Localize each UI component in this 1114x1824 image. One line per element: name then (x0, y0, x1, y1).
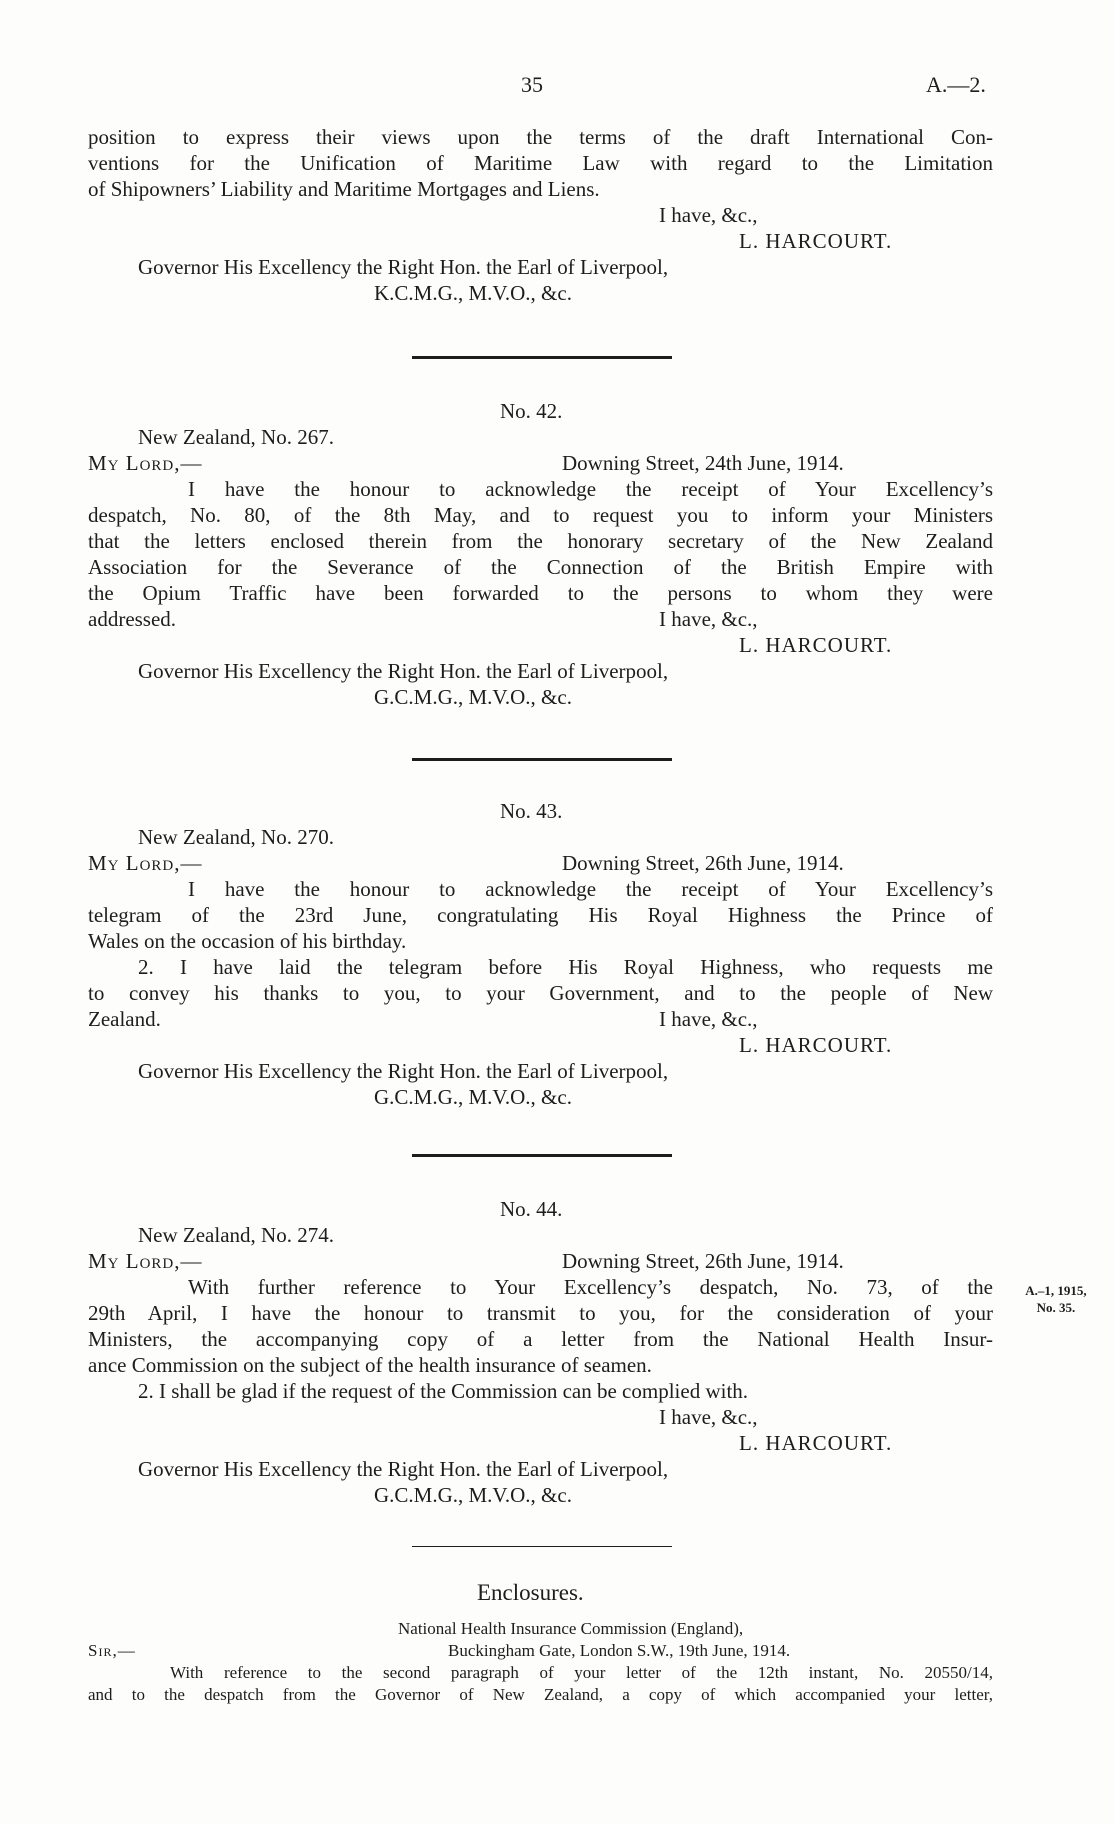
letter-44-signature: L. HARCOURT. (739, 1431, 893, 1455)
intro-address-2: K.C.M.G., M.V.O., &c. (374, 281, 572, 305)
letter-42-salutation: My Lord,— (88, 451, 203, 475)
letter-43-line-2: telegram of the 23rd June, congratulating His Royal Highness the Prince of (88, 903, 993, 927)
page-number: 35 (521, 72, 543, 97)
letter-43-line-5: to convey his thanks to you, to your Government, and to the people of New (88, 981, 993, 1005)
enclosure-line-2: and to the despatch from the Governor of New Zealand, a copy of which accompanied your letter, (88, 1685, 993, 1704)
letter-42-signature: L. HARCOURT. (739, 633, 893, 657)
letter-44-line-5: 2. I shall be glad if the request of the Commission can be complied with. (138, 1379, 749, 1403)
letter-44-place-date: Downing Street, 26th June, 1914. (562, 1249, 844, 1273)
letter-42-line-5: the Opium Traffic have been forwarded to the persons to whom they were (88, 581, 993, 605)
section-divider (412, 758, 672, 761)
letter-44-line-1: With further reference to Your Excellency’s despatch, No. 73, of the (188, 1275, 993, 1299)
section-divider (412, 1154, 672, 1157)
letter-43-address-1: Governor His Excellency the Right Hon. the Earl of Liverpool, (138, 1059, 669, 1083)
intro-line-1: position to express their views upon the terms of the draft International Con- (88, 125, 993, 149)
enclosure-sender: National Health Insurance Commission (England), (398, 1619, 744, 1638)
letter-43-closing: I have, &c., (659, 1007, 758, 1031)
letter-42-address-1: Governor His Excellency the Right Hon. the Earl of Liverpool, (138, 659, 669, 683)
letter-42-line-1: I have the honour to acknowledge the receipt of Your Excellency’s (188, 477, 993, 501)
letter-43-number: No. 43. (500, 799, 563, 823)
letter-42-address-2: G.C.M.G., M.V.O., &c. (374, 685, 572, 709)
enclosure-salutation: Sir,— (88, 1641, 136, 1660)
enclosure-line-1: With reference to the second paragraph of your letter of the 12th instant, No. 20550/14, (170, 1663, 993, 1682)
letter-42-number: No. 42. (500, 399, 563, 423)
letter-42-reference: New Zealand, No. 267. (138, 425, 334, 449)
letter-44-address-2: G.C.M.G., M.V.O., &c. (374, 1483, 572, 1507)
letter-44-line-3: Ministers, the accompanying copy of a letter from the National Health Insur- (88, 1327, 993, 1351)
letter-43-line-3: Wales on the occasion of his birthday. (88, 929, 407, 953)
letter-42-line-6: addressed. (88, 607, 177, 631)
enclosure-address: Buckingham Gate, London S.W., 19th June, 1914. (448, 1641, 791, 1660)
enclosure-divider (412, 1546, 672, 1547)
letter-44-number: No. 44. (500, 1197, 563, 1221)
letter-42-line-3: that the letters enclosed therein from the honorary secretary of the New Zealand (88, 529, 993, 553)
letter-44-line-2: 29th April, I have the honour to transmit to you, for the consideration of your (88, 1301, 993, 1325)
letter-43-signature: L. HARCOURT. (739, 1033, 893, 1057)
intro-signature: L. HARCOURT. (739, 229, 893, 253)
letter-44-line-4: ance Commission on the subject of the health insurance of seamen. (88, 1353, 652, 1377)
letter-42-line-2: despatch, No. 80, of the 8th May, and to request you to inform your Ministers (88, 503, 993, 527)
margin-note-line-2: No. 35. (1036, 1300, 1076, 1315)
letter-43-line-4: 2. I have laid the telegram before His Royal Highness, who requests me (138, 955, 993, 979)
letter-43-salutation: My Lord,— (88, 851, 203, 875)
letter-42-closing: I have, &c., (659, 607, 758, 631)
document-reference: A.—2. (926, 72, 986, 97)
intro-line-2: ventions for the Unification of Maritime Law with regard to the Limitation (88, 151, 993, 175)
letter-44-address-1: Governor His Excellency the Right Hon. the Earl of Liverpool, (138, 1457, 669, 1481)
letter-43-place-date: Downing Street, 26th June, 1914. (562, 851, 844, 875)
letter-43-line-1: I have the honour to acknowledge the receipt of Your Excellency’s (188, 877, 993, 901)
section-divider (412, 356, 672, 359)
letter-42-line-4: Association for the Severance of the Connection of the British Empire with (88, 555, 993, 579)
letter-42-place-date: Downing Street, 24th June, 1914. (562, 451, 844, 475)
intro-line-3: of Shipowners’ Liability and Maritime Mortgages and Liens. (88, 177, 600, 201)
letter-43-address-2: G.C.M.G., M.V.O., &c. (374, 1085, 572, 1109)
intro-closing: I have, &c., (659, 203, 758, 227)
letter-43-line-6: Zealand. (88, 1007, 161, 1031)
letter-44-salutation: My Lord,— (88, 1249, 203, 1273)
enclosures-heading: Enclosures. (477, 1580, 584, 1605)
margin-note-line-1: A.–1, 1915, (1025, 1283, 1087, 1298)
intro-address-1: Governor His Excellency the Right Hon. the Earl of Liverpool, (138, 255, 669, 279)
letter-43-reference: New Zealand, No. 270. (138, 825, 334, 849)
letter-44-reference: New Zealand, No. 274. (138, 1223, 334, 1247)
letter-44-closing: I have, &c., (659, 1405, 758, 1429)
